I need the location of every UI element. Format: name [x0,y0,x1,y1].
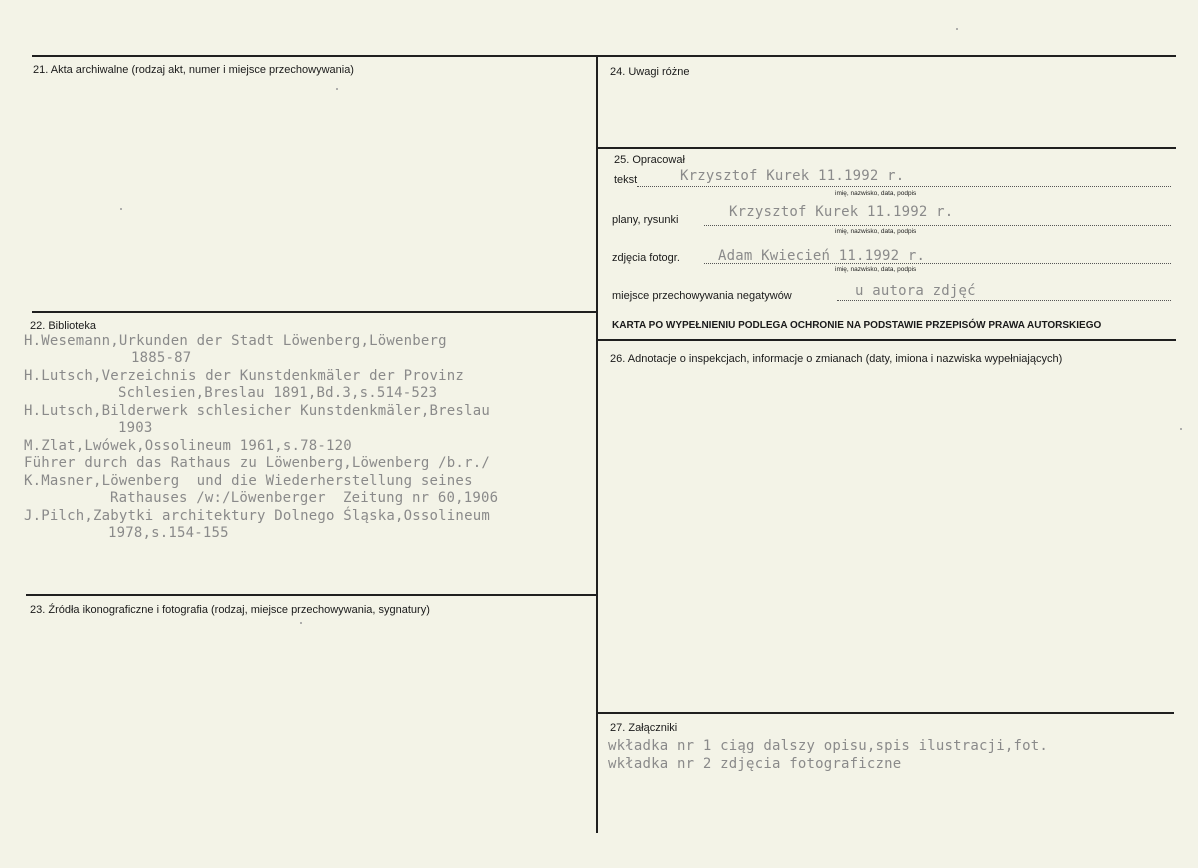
bibliography-line: 1903 [118,420,153,436]
bibliography-line: Schlesien,Breslau 1891,Bd.3,s.514-523 [118,385,438,401]
zdjecia-value: Adam Kwiecień 11.1992 r. [718,248,926,264]
copyright-notice: KARTA PO WYPEŁNIENIU PODLEGA OCHRONIE NA PODSTAWIE PRZEPISÓW PRAWA AUTORSKIEGO [612,320,1102,331]
rule-22 [32,311,598,313]
section-24-label: 24. Uwagi różne [610,66,690,78]
paper-speck [120,208,122,210]
rule-25 [596,147,1176,149]
negatywy-label: miejsce przechowywania negatywów [612,290,792,302]
center-divider [596,55,598,833]
negatywy-value: u autora zdjęć [855,283,976,299]
section-25-label: 25. Opracował [614,154,685,166]
section-23-label: 23. Źródła ikonograficzne i fotografia (rodzaj, miejsce przechowywania, sygnatury) [30,604,430,616]
tekst-caption: imię, nazwisko, data, podpis [835,190,917,197]
plany-value: Krzysztof Kurek 11.1992 r. [729,204,954,220]
attachment-line: wkładka nr 1 ciąg dalszy opisu,spis ilustracji,fot. [608,738,1049,754]
rule-23 [26,594,598,596]
section-21-label: 21. Akta archiwalne (rodzaj akt, numer i miejsce przechowywania) [33,64,354,76]
tekst-value: Krzysztof Kurek 11.1992 r. [680,168,905,184]
bibliography-line: H.Lutsch,Verzeichnis der Kunstdenkmäler der Provinz [24,368,465,384]
section-26-label: 26. Adnotacje o inspekcjach, informacje o zmianach (daty, imiona i nazwiska wypełniających) [610,353,1063,365]
zdjecia-label: zdjęcia fotogr. [612,252,680,264]
bibliography-line: 1885-87 [131,350,192,366]
negatywy-line [837,300,1171,301]
plany-label: plany, rysunki [612,214,679,226]
plany-caption: imię, nazwisko, data, podpis [835,228,917,235]
bibliography-line: K.Masner,Löwenberg und die Wiederherstellung seines [24,473,473,489]
bibliography-line: M.Zlat,Lwówek,Ossolineum 1961,s.78-120 [24,438,352,454]
bibliography-line: H.Lutsch,Bilderwerk schlesicher Kunstdenkmäler,Breslau [24,403,490,419]
tekst-line [637,186,1171,187]
zdjecia-caption: imię, nazwisko, data, podpis [835,266,917,273]
paper-speck [336,88,338,90]
bibliography-line: Rathauses /w:/Löwenberger Zeitung nr 60,1906 [110,490,499,506]
rule-26 [596,339,1176,341]
section-22-label: 22. Biblioteka [30,320,97,332]
bibliography-line: H.Wesemann,Urkunden der Stadt Löwenberg,Löwenberg [24,333,447,349]
plany-line [704,225,1171,226]
top-rule [32,55,1176,57]
bibliography-line: 1978,s.154-155 [108,525,229,541]
bibliography-line: Führer durch das Rathaus zu Löwenberg,Löwenberg /b.r./ [24,455,490,471]
tekst-label: tekst [614,174,638,186]
bibliography-line: J.Pilch,Zabytki architektury Dolnego Śląska,Ossolineum [24,508,490,524]
section-27-label: 27. Załączniki [610,722,678,734]
attachment-line: wkładka nr 2 zdjęcia fotograficzne [608,756,902,772]
paper-speck [956,28,958,30]
rule-27 [596,712,1174,714]
paper-speck [300,622,302,624]
paper-speck [1180,428,1182,430]
